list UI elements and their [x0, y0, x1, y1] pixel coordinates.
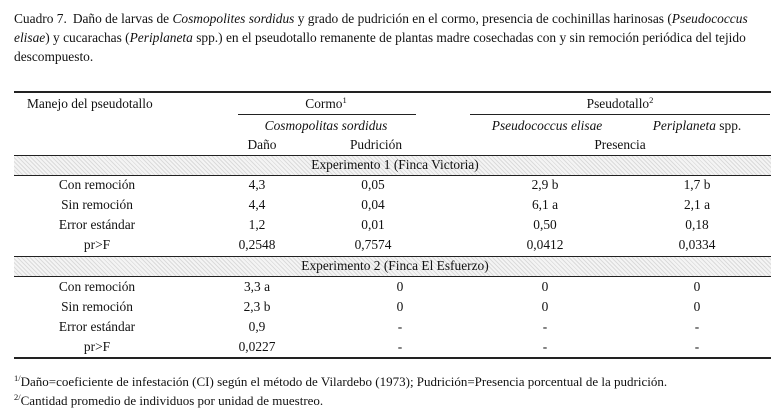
row-label: Error estándar — [58, 319, 136, 334]
cell-pseudococcus: - — [542, 339, 548, 354]
cell-periplaneta: - — [694, 339, 700, 354]
cell-periplaneta: 0,18 — [685, 217, 709, 232]
cell-pseudococcus: 0,50 — [533, 217, 557, 232]
footnote-2: $^{2/}$Cantidad promedio de individuos por unidad de muestreo. — [14, 392, 324, 408]
header-periplaneta: Periplaneta spp. — [652, 118, 742, 133]
cell-dano: 1,2 — [248, 217, 266, 232]
header-pudricion: Pudrición — [349, 137, 403, 152]
row-label: Con remoción — [58, 177, 136, 192]
caption-species-3: Periplaneta — [129, 30, 193, 45]
caption-species-2: Pseudococcus elisae — [14, 11, 748, 45]
cell-dano: 2,3 b — [243, 299, 271, 314]
table-bottom-rule — [14, 357, 771, 359]
cell-dano: 4,3 — [248, 177, 266, 192]
cell-periplaneta: 0 — [693, 299, 701, 314]
caption-text-2: y grado de pudrición en el cormo, presencia de cochinillas harinosas ( — [294, 11, 672, 26]
cell-pudricion: 0 — [396, 299, 404, 314]
cell-dano: 0,2548 — [238, 237, 276, 252]
cell-pudricion: 0,01 — [361, 217, 385, 232]
cell-pudricion: 0,7574 — [354, 237, 392, 252]
cormo-group-rule — [238, 114, 416, 115]
table-number: Cuadro 7. — [14, 11, 67, 26]
cell-pudricion: 0,05 — [361, 177, 385, 192]
cell-dano: 4,4 — [248, 197, 266, 212]
cell-pseudococcus: 2,9 b — [531, 177, 559, 192]
header-dano: Daño — [247, 137, 277, 152]
experiment-1-title: Experimento 1 (Finca Victoria) — [311, 157, 479, 172]
row-label: pr>F — [83, 237, 111, 252]
caption-text-4: spp.) en el pseudotallo remanente de plantas madre cosechadas con y sin remoción periódica del tejido descompuesto. — [14, 30, 746, 64]
cell-dano: 0,9 — [248, 319, 266, 334]
cell-pseudococcus: - — [542, 319, 548, 334]
cell-periplaneta: 0,0334 — [678, 237, 716, 252]
cell-pseudococcus: 0,0412 — [526, 237, 564, 252]
cell-pudricion: - — [397, 319, 403, 334]
footnote-1: $^{1/}$Daño=coeficiente de infestación (CI) según el método de Vilardebo (1973); Pudrición=Presencia porcentual de la pudrición. — [14, 373, 668, 389]
cell-periplaneta: - — [694, 319, 700, 334]
cell-pseudococcus: 6,1 a — [531, 197, 559, 212]
row-label: pr>F — [83, 339, 111, 354]
cell-periplaneta: 2,1 a — [683, 197, 711, 212]
cell-pseudococcus: 0 — [541, 299, 549, 314]
header-presencia: Presencia — [594, 137, 646, 152]
cell-periplaneta: 1,7 b — [683, 177, 711, 192]
table-caption — [14, 9, 774, 66]
row-label: Sin remoción — [61, 299, 133, 314]
row-label: Con remoción — [58, 279, 136, 294]
cell-dano: 0,0227 — [238, 339, 276, 354]
cell-dano: 3,3 a — [243, 279, 271, 294]
caption-species-1: Cosmopolites sordidus — [172, 11, 295, 26]
header-pseudococcus: Pseudococcus elisae — [491, 118, 603, 133]
experiment-2-title: Experimento 2 (Finca El Esfuerzo) — [301, 258, 489, 273]
header-cormo: Cormo$^1$ — [305, 95, 347, 111]
header-pseudotallo: Pseudotallo$^2$ — [586, 95, 654, 111]
caption-text-3: ) y cucarachas ( — [45, 30, 130, 45]
experiment-2-rule — [14, 276, 771, 277]
cell-pudricion: 0,04 — [361, 197, 385, 212]
table-top-rule — [14, 91, 771, 93]
row-label: Error estándar — [58, 217, 136, 232]
header-cosmopolitas: Cosmopolitas sordidus — [264, 118, 388, 133]
cell-periplaneta: 0 — [693, 279, 701, 294]
caption-text-1: Daño de larvas de — [72, 11, 173, 26]
pseudotallo-group-rule — [470, 114, 770, 115]
cell-pudricion: 0 — [396, 279, 404, 294]
header-manejo: Manejo del pseudotallo — [27, 96, 153, 111]
cell-pudricion: - — [397, 339, 403, 354]
cell-pseudococcus: 0 — [541, 279, 549, 294]
row-label: Sin remoción — [61, 197, 133, 212]
